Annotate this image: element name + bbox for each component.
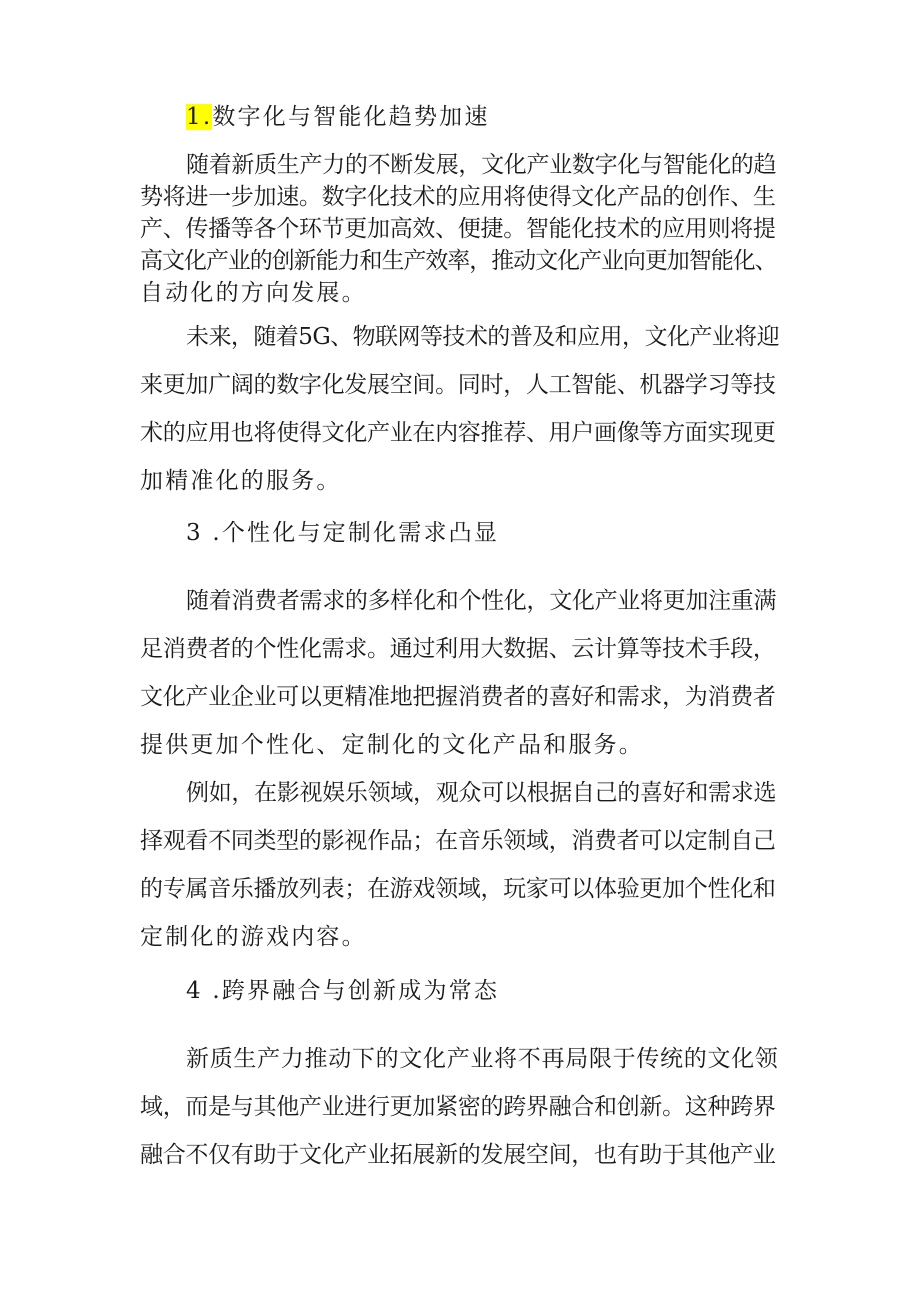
text-line: 术的应用也将使得文化产业在内容推荐、用户画像等方面实现更 xyxy=(140,420,776,446)
text-line: 来更加广阔的数字化发展空间。同时，人工智能、机器学习等技 xyxy=(140,372,776,398)
text-line: 高文化产业的创新能力和生产效率，推动文化产业向更加智能化、 xyxy=(140,248,777,274)
text-line: 例如，在影视娱乐领域，观众可以根据自己的喜好和需求选 xyxy=(186,780,777,806)
heading-number: 1. xyxy=(186,104,213,130)
text-line: 加精准化的服务。 xyxy=(140,468,342,494)
text-line: 势将进一步加速。数字化技术的应用将使得文化产品的创作、生 xyxy=(140,184,776,210)
section-heading: 4 .跨界融合与创新成为常态 xyxy=(186,978,500,1004)
text-line: 域，而是与其他产业进行更加紧密的跨界融合和创新。这种跨界 xyxy=(140,1094,776,1120)
text-line: 随着消费者需求的多样化和个性化，文化产业将更加注重满 xyxy=(186,588,777,614)
text-line: 定制化的游戏内容。 xyxy=(140,924,367,950)
text-line: 自动化的方向发展。 xyxy=(140,280,367,306)
text-line: 足消费者的个性化需求。通过利用大数据、云计算等技术手段， xyxy=(140,636,776,662)
text-line: 择观看不同类型的影视作品；在音乐领域，消费者可以定制自己 xyxy=(140,828,776,854)
text-line: 新质生产力推动下的文化产业将不再局限于传统的文化领 xyxy=(186,1046,779,1072)
text-line: 未来，随着5G、物联网等技术的普及和应用，文化产业将迎 xyxy=(186,324,780,350)
text-line: 提供更加个性化、定制化的文化产品和服务。 xyxy=(140,732,644,758)
heading-text: 数字化与智能化趋势加速 xyxy=(212,104,490,130)
text-line: 产、传播等各个环节更加高效、便捷。智能化技术的应用则将提 xyxy=(140,216,776,242)
text-line: 融合不仅有助于文化产业拓展新的发展空间，也有助于其他产业 xyxy=(140,1142,776,1168)
section-heading: 3 .个性化与定制化需求凸显 xyxy=(186,520,500,546)
text-line: 随着新质生产力的不断发展，文化产业数字化与智能化的趋 xyxy=(186,152,777,178)
text-line: 文化产业企业可以更精准地把握消费者的喜好和需求，为消费者 xyxy=(140,684,776,710)
section-heading xyxy=(186,102,490,132)
text-line: 的专属音乐播放列表；在游戏领域，玩家可以体验更加个性化和 xyxy=(140,876,776,902)
